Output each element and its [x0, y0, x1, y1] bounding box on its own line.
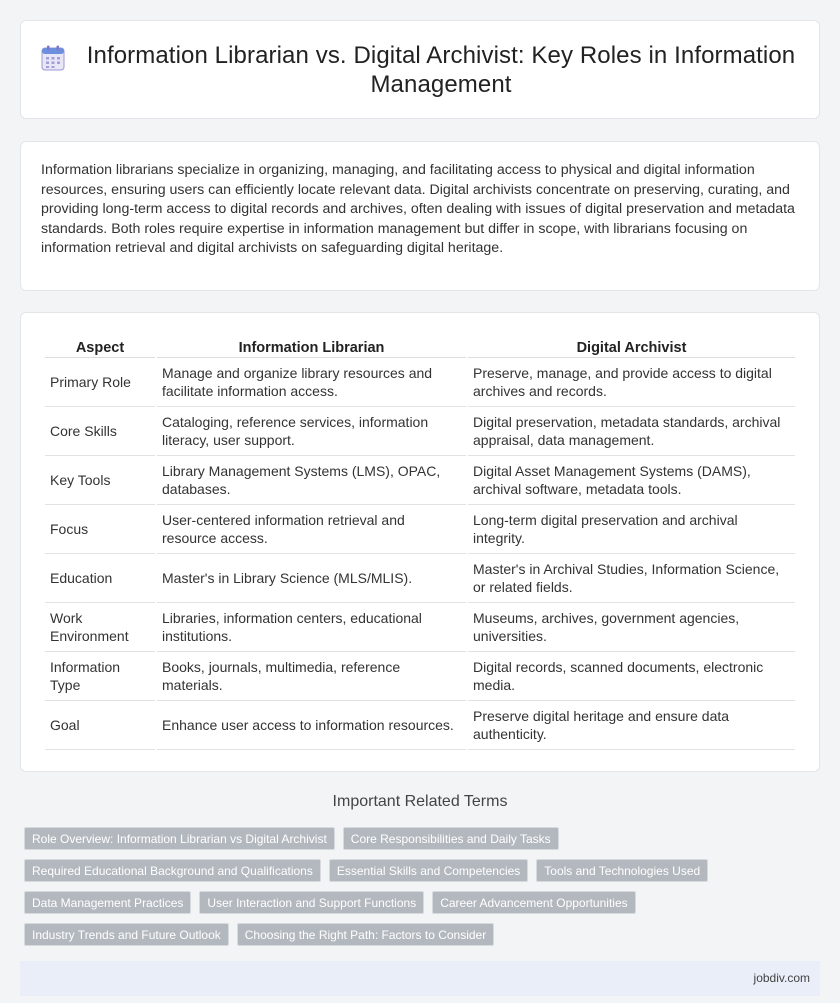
row-archivist: Museums, archives, government agencies, universities. — [468, 603, 795, 652]
table-row — [45, 358, 795, 407]
related-term-tag[interactable]: Core Responsibilities and Daily Tasks — [343, 827, 559, 850]
related-term-tag[interactable]: Tools and Technologies Used — [536, 859, 708, 882]
row-librarian: Enhance user access to information resources. — [157, 701, 466, 750]
row-aspect: Key Tools — [45, 456, 155, 505]
related-term-tag[interactable]: Industry Trends and Future Outlook — [24, 923, 229, 946]
related-terms-title: Important Related Terms — [332, 793, 508, 810]
row-archivist: Preserve, manage, and provide access to digital archives and records. — [468, 358, 795, 407]
calendar-icon — [41, 45, 65, 71]
table-row — [45, 652, 795, 701]
related-term-tag[interactable]: User Interaction and Support Functions — [199, 891, 424, 914]
related-term-tag[interactable]: Choosing the Right Path: Factors to Consider — [237, 923, 494, 946]
row-aspect: Information Type — [45, 652, 155, 701]
table-row — [45, 554, 795, 603]
related-term-tag[interactable]: Required Educational Background and Qualifications — [24, 859, 321, 882]
row-archivist: Preserve digital heritage and ensure data authenticity. — [468, 701, 795, 750]
row-aspect: Work Environment — [45, 603, 155, 652]
row-archivist: Master's in Archival Studies, Information Science, or related fields. — [468, 554, 795, 603]
header-digital-archivist: Digital Archivist — [468, 335, 795, 358]
table-row — [45, 701, 795, 750]
row-aspect: Focus — [45, 505, 155, 554]
header-card — [20, 20, 820, 119]
row-librarian: User-centered information retrieval and resource access. — [157, 505, 466, 554]
table-row — [45, 603, 795, 652]
table-header-row — [45, 335, 795, 358]
row-archivist: Digital Asset Management Systems (DAMS), archival software, metadata tools. — [468, 456, 795, 505]
row-librarian: Cataloging, reference services, information literacy, user support. — [157, 407, 466, 456]
comparison-table — [43, 335, 797, 750]
row-aspect: Education — [45, 554, 155, 603]
intro-card — [20, 141, 820, 291]
comparison-card — [20, 312, 820, 772]
row-librarian: Books, journals, multimedia, reference materials. — [157, 652, 466, 701]
row-aspect: Goal — [45, 701, 155, 750]
row-librarian: Master's in Library Science (MLS/MLIS). — [157, 554, 466, 603]
row-librarian: Library Management Systems (LMS), OPAC, databases. — [157, 456, 466, 505]
header-information-librarian: Information Librarian — [157, 335, 466, 358]
header-aspect: Aspect — [45, 335, 155, 358]
related-term-tag[interactable]: Data Management Practices — [24, 891, 191, 914]
footer — [20, 961, 820, 996]
related-term-tag[interactable]: Career Advancement Opportunities — [432, 891, 635, 914]
table-row — [45, 505, 795, 554]
row-librarian: Manage and organize library resources and facilitate information access. — [157, 358, 466, 407]
row-aspect: Primary Role — [45, 358, 155, 407]
row-archivist: Digital preservation, metadata standards, archival appraisal, data management. — [468, 407, 795, 456]
row-librarian: Libraries, information centers, educational institutions. — [157, 603, 466, 652]
row-aspect: Core Skills — [45, 407, 155, 456]
page-title: Information Librarian vs. Digital Archivist: Key Roles in Information Management — [86, 41, 796, 98]
related-terms-list — [20, 827, 810, 946]
footer-site-link[interactable]: jobdiv.com — [753, 971, 810, 985]
row-archivist: Digital records, scanned documents, electronic media. — [468, 652, 795, 701]
related-term-tag[interactable]: Role Overview: Information Librarian vs Digital Archivist — [24, 827, 335, 850]
intro-text: Information librarians specialize in organizing, managing, and facilitating access to physical and digital information resources, ensuring users can efficiently locate relevant data. Digital archivists concentrate on preserving, curating, and providing long-term access to digital records and archives, often dealing with issues of digital preservation and metadata standards. Both roles require expertise in information management but differ in scope, with librarians focusing on information retrieval and digital archivists on safeguarding digital heritage. — [41, 162, 795, 257]
table-row — [45, 407, 795, 456]
related-term-tag[interactable]: Essential Skills and Competencies — [329, 859, 528, 882]
row-archivist: Long-term digital preservation and archival integrity. — [468, 505, 795, 554]
table-row — [45, 456, 795, 505]
